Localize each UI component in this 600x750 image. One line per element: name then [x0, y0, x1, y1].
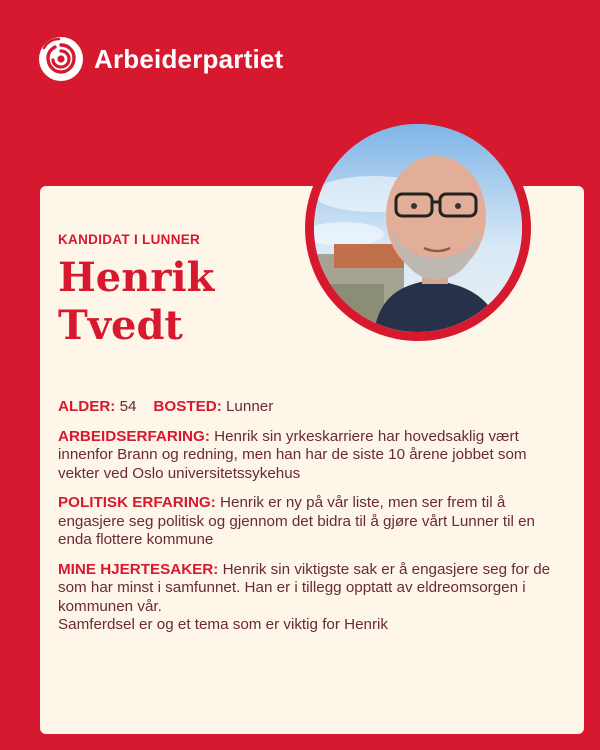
- work-experience: [58, 428, 564, 484]
- residence-label: BOSTED:: [153, 398, 222, 415]
- causes-text: Henrik sin viktigste sak er å engasjere seg for de som har minst i samfunnet. Han er i tillegg opptatt av eldreomsorgen i kommunen vår.: [58, 560, 551, 615]
- candidate-info: [58, 398, 564, 635]
- candidate-photo-frame: [305, 115, 531, 341]
- candidate-name: [58, 254, 214, 350]
- work-label: ARBEIDSERFARING:: [58, 427, 210, 445]
- political-experience: [58, 494, 564, 550]
- residence-value: Lunner: [225, 398, 274, 415]
- candidate-photo: [314, 124, 522, 332]
- candidate-first-name: Henrik: [58, 254, 215, 301]
- brand-name: Arbeiderpartiet: [94, 43, 284, 74]
- politics-label: POLITISK ERFARING:: [58, 494, 216, 511]
- rose-icon: [38, 36, 84, 82]
- heart-causes: [58, 561, 564, 635]
- causes-extra: Samferdsel er og et tema som er viktig for Henrik: [58, 616, 389, 633]
- politics-text: Henrik er ny på vår liste, men ser frem til å engasjere seg politisk og gjennom det bidra til å gjøre vårt Lunner til en enda flottere kommune: [58, 494, 535, 548]
- header: [38, 36, 283, 82]
- causes-label: MINE HJERTESAKER:: [58, 560, 219, 578]
- candidate-last-name: Tvedt: [58, 302, 183, 349]
- work-text: Henrik sin yrkeskarriere har hovedsaklig vært innenfor Brann og redning, men han har de siste 10 årene jobbet som vekter ved Oslo universitetssykehus: [58, 427, 527, 482]
- age-residence-row: [58, 398, 564, 417]
- age-label: ALDER:: [58, 398, 116, 415]
- candidate-kicker: KANDIDAT I LUNNER: [58, 232, 201, 247]
- age-value: 54: [119, 398, 137, 415]
